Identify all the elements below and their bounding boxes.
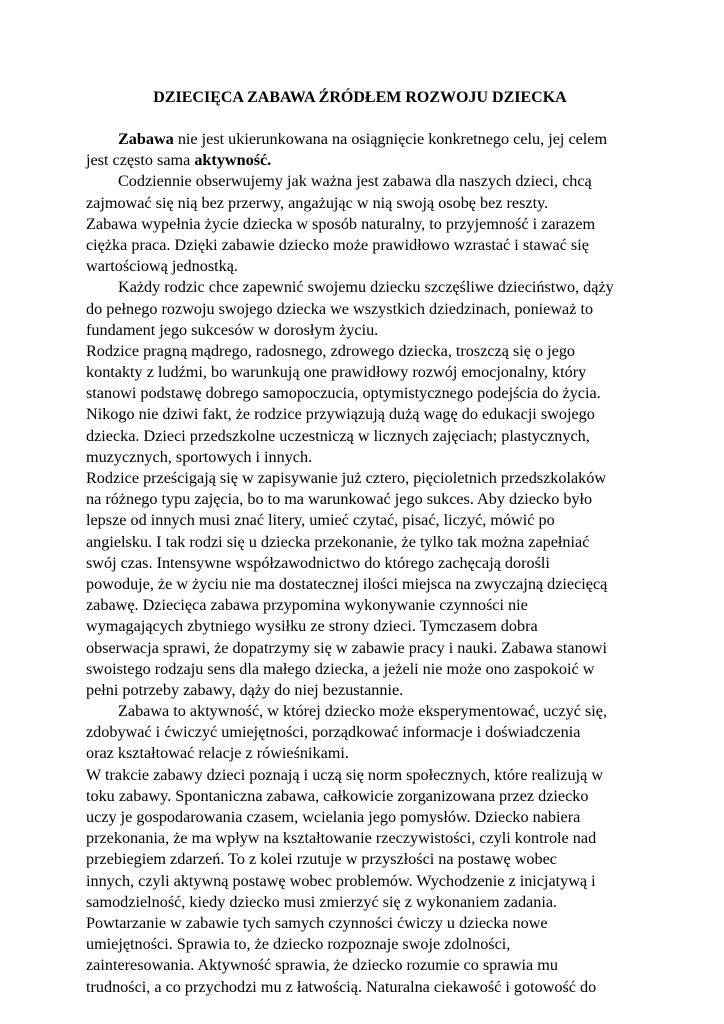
- text-segment: dziecka. Dzieci przedszkolne uczestniczą w licznych zajęciach; plastycznych,: [86, 426, 590, 445]
- text-line: [86, 701, 634, 722]
- text-segment: zdobywać i ćwiczyć umiejętności, porządkować informacje i doświadczenia: [86, 723, 581, 742]
- text-segment: na różnego typu zajęcia, bo to ma warunkować jego sukces. Aby dziecko było: [86, 490, 593, 509]
- text-segment: Rodzice prześcigają się w zapisywanie już cztero, pięcioletnich przedszkolaków: [86, 469, 607, 487]
- text-segment: kontakty z ludźmi, bo warunkują one prawidłowy rozwój emocjonalny, który: [86, 363, 587, 382]
- text-segment: przekonania, że ma wpływ na kształtowanie rzeczywistości, czyli kontrole nad: [86, 829, 597, 848]
- text-segment: angielsku. I tak rodzi się u dziecka przekonanie, że tylko tak można zapełniać: [86, 532, 590, 551]
- text-segment: oraz kształtować relacje z rówieśnikami.: [86, 744, 349, 763]
- text-segment: pełni potrzeby zabawy, dąży do niej bezustannie.: [86, 680, 404, 699]
- text-segment: ciężka praca. Dzięki zabawie dziecko może prawidłowo wzrastać i stawać się: [86, 235, 589, 254]
- text-segment: Każdy rodzic chce zapewnić swojemu dziecku szczęśliwe dzieciństwo, dąży: [118, 278, 614, 297]
- text-segment: przebiegiem zdarzeń. To z kolei rzutuje w przyszłości na postawę wobec: [86, 850, 557, 869]
- text-segment: Nikogo nie dziwi fakt, że rodzice przywiązują dużą wagę do edukacji swojego: [86, 405, 595, 424]
- text-line: [86, 638, 634, 659]
- text-line: [86, 977, 634, 998]
- text-line: [86, 722, 634, 743]
- text-segment: fundament jego sukcesów w dorosłym życiu.: [86, 320, 379, 339]
- text-line: [86, 150, 634, 171]
- document-body: [86, 129, 634, 998]
- text-line: [86, 468, 634, 489]
- text-segment: swoistego rodzaju sens dla małego dziecka, a jeżeli nie może ono zaspokoić w: [86, 659, 595, 678]
- text-segment: wartościową jednostką.: [86, 257, 238, 276]
- text-line: [86, 913, 634, 934]
- text-line: [86, 214, 634, 235]
- text-segment: wymagających zbytniego wysiłku ze strony dzieci. Tymczasem dobra: [86, 617, 538, 636]
- text-segment: zabawę. Dziecięca zabawa przypomina wykonywanie czynności nie: [86, 596, 528, 615]
- text-line: [86, 595, 634, 616]
- text-line: [86, 277, 634, 298]
- text-line: [86, 765, 634, 786]
- document-title: DZIECIĘCA ZABAWA ŹRÓDŁEM ROZWOJU DZIECKA: [153, 89, 567, 106]
- text-segment: Zabawa to aktywność, w której dziecko może eksperymentować, uczyć się,: [118, 702, 608, 721]
- text-line: [86, 680, 634, 701]
- text-segment: powoduje, że w życiu nie ma dostatecznej ilości miejsca na zwyczajną dziecięcą: [86, 574, 608, 593]
- text-segment: swój czas. Intensywne współzawodnictwo do którego zachęcają dorośli: [86, 553, 550, 572]
- text-segment: trudności, a co przychodzi mu z łatwością. Naturalna ciekawość i gotowość do: [86, 977, 597, 996]
- text-line: [86, 532, 634, 553]
- text-segment: obserwacja sprawi, że dopatrzymy się w zabawie pracy i nauki. Zabawa stanowi: [86, 638, 607, 657]
- text-line: [86, 235, 634, 256]
- text-segment: uczy je gospodarowania czasem, wcielania jego pomysłów. Dziecko nabiera: [86, 808, 581, 826]
- text-line: [86, 786, 634, 807]
- text-segment: muzycznych, sportowych i innych.: [86, 447, 313, 466]
- text-line: [86, 426, 634, 447]
- text-line: [86, 510, 634, 531]
- text-line: [86, 383, 634, 404]
- text-segment: toku zabawy. Spontaniczna zabawa, całkowicie zorganizowana przez dziecko: [86, 786, 589, 805]
- text-segment: nie jest ukierunkowana na osiągnięcie konkretnego celu, jej celem: [173, 130, 608, 148]
- text-line: [86, 362, 634, 383]
- text-segment: zajmować się nią bez przerwy, angażując w nią swoją osobę bez reszty.: [86, 193, 549, 212]
- text-segment: samodzielność, kiedy dziecko musi zmierzyć się z wykonaniem zadania.: [86, 892, 558, 911]
- text-line: [86, 320, 634, 341]
- text-line: [86, 447, 634, 468]
- text-line: [86, 129, 634, 150]
- text-segment: Zabawa wypełnia życie dziecka w sposób naturalny, to przyjemność i zarazem: [86, 214, 596, 233]
- text-line: [86, 828, 634, 849]
- text-segment: Rodzice pragną mądrego, radosnego, zdrowego dziecka, troszczą się o jego: [86, 341, 576, 360]
- text-line: [86, 193, 634, 214]
- text-line: [86, 616, 634, 637]
- text-segment: W trakcie zabawy dzieci poznają i uczą się norm społecznych, które realizują w: [86, 765, 604, 784]
- text-line: [86, 849, 634, 870]
- text-segment: umiejętności. Sprawia to, że dziecko rozpoznaje swoje zdolności,: [86, 935, 511, 954]
- text-line: [86, 171, 634, 192]
- bold-text-segment: Zabawa: [118, 130, 174, 148]
- text-segment: Codziennie obserwujemy jak ważna jest zabawa dla naszych dzieci, chcą: [118, 172, 592, 191]
- text-segment: innych, czyli aktywną postawę wobec problemów. Wychodzenie z inicjatywą i: [86, 871, 596, 890]
- text-line: [86, 871, 634, 892]
- text-segment: do pełnego rozwoju swojego dziecka we wszystkich dziedzinach, ponieważ to: [86, 299, 594, 318]
- bold-text-segment: aktywność.: [194, 151, 272, 170]
- text-line: [86, 299, 634, 320]
- text-segment: Powtarzanie w zabawie tych samych czynności ćwiczy u dziecka nowe: [86, 913, 548, 932]
- text-line: [86, 256, 634, 277]
- text-line: [86, 404, 634, 425]
- text-line: [86, 934, 634, 955]
- text-line: [86, 743, 634, 764]
- text-line: [86, 807, 634, 828]
- text-segment: jest często sama: [86, 151, 195, 170]
- text-line: [86, 659, 634, 680]
- text-line: [86, 955, 634, 976]
- text-segment: zainteresowania. Aktywność sprawia, że dziecko rozumie co sprawia mu: [86, 956, 558, 975]
- text-segment: lepsze od innych musi znać litery, umieć czytać, pisać, liczyć, mówić po: [86, 511, 555, 530]
- text-line: [86, 341, 634, 362]
- text-line: [86, 489, 634, 510]
- text-line: [86, 892, 634, 913]
- text-line: [86, 553, 634, 574]
- text-segment: stanowi podstawę dobrego samopoczucia, optymistycznego podejścia do życia.: [86, 384, 601, 403]
- text-line: [86, 574, 634, 595]
